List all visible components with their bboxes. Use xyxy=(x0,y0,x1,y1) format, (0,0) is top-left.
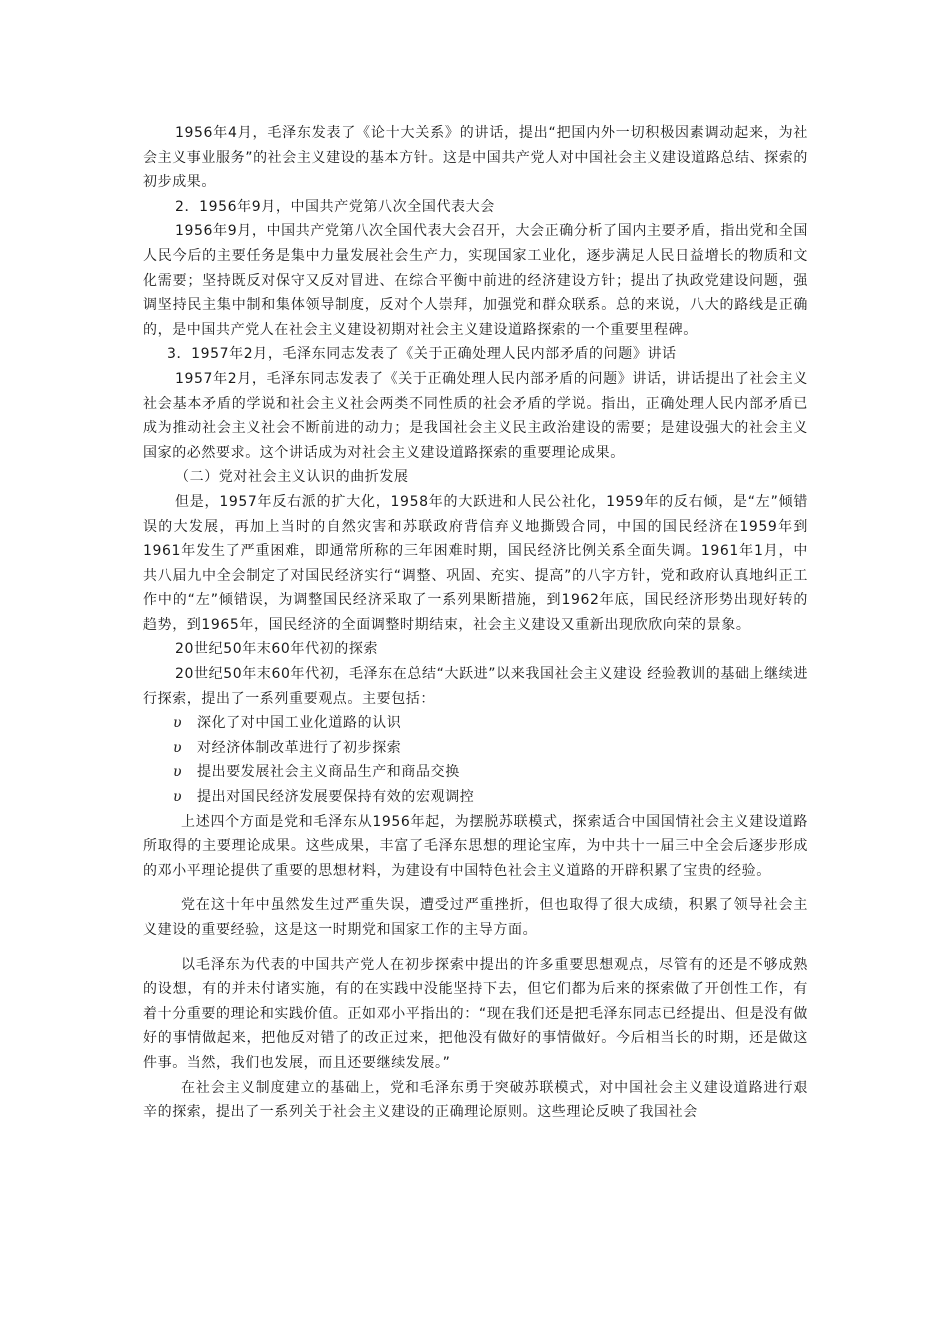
list-item-text: 提出对国民经济发展要保持有效的宏观调控 xyxy=(197,789,475,806)
paragraph-late-50s-exploration: 20世纪50年末60年代初，毛泽东在总结“大跃进”以来我国社会主义建设 经验教训的基础上继续进行探索，提出了一系列重要观点。主要包括： xyxy=(143,666,808,707)
bullet-marker: υ xyxy=(173,739,183,756)
paragraph-breaking-soviet-model: 在社会主义制度建立的基础上，党和毛泽东勇于突破苏联模式，对中国社会主义建设道路进行艰辛的探索，提出了一系列关于社会主义建设的正确理论原则。这些理论反映了我国社会 xyxy=(143,1079,808,1121)
bullet-marker: υ xyxy=(173,789,183,806)
list-item xyxy=(143,736,808,761)
paragraph-ten-years: 党在这十年中虽然发生过严重失误，遭受过严重挫折，但也取得了很大成绩，积累了领导社会主义建设的重要经验，这是这一时期党和国家工作的主导方面。 xyxy=(143,897,808,938)
bullet-list xyxy=(143,711,808,809)
heading-eighth-congress: 2．1956年9月，中国共产党第八次全国代表大会 xyxy=(175,198,495,215)
document-page xyxy=(143,121,808,1125)
list-item-text: 对经济体制改革进行了初步探索 xyxy=(197,739,402,756)
bullet-marker: υ xyxy=(173,715,183,732)
paragraph-tortuous-development: 但是，1957年反右派的扩大化，1958年的大跃进和人民公社化，1959年的反右倾，是“左”倾错误的大发展，再加上当时的自然灾害和苏联政府背信弃义地撕毁合同，中国的国民经济在1959年到1961年发生了严重困难，即通常所称的三年困难时期，国民经济比例关系全面失调。1961年1月，中共八届九中全会制定了对国民经济实行“调整、巩固、充实、提高”的八字方针，党和政府认真地纠正工作中的“左”倾错误，为调整国民经济采取了一系列果断措施，到1962年底，国民经济形势出现好转的趋势，到1965年，国民经济的全面调整时期结束，社会主义建设又重新出现欣欣向荣的景象。 xyxy=(143,493,808,633)
paragraph-initial-exploration: 以毛泽东为代表的中国共产党人在初步探索中提出的许多重要思想观点，尽管有的还是不够成熟的设想，有的并未付诸实施，有的在实践中没能坚持下去，但它们都为后来的探索做了开创性工作，有着十分重要的理论和实践价值。正如邓小平指出的：“现在我们还是把毛泽东同志已经提出、但是没有做好的事情做起来，把他反对错了的改正过来，把他没有做好的事情做好。今后相当长的时期，还是做这件事。当然，我们也发展，而且还要继续发展。” xyxy=(143,956,808,1071)
paragraph-contradictions-speech: 1957年2月，毛泽东同志发表了《关于正确处理人民内部矛盾的问题》讲话，讲话提出了社会主义社会基本矛盾的学说和社会主义社会两类不同性质的社会矛盾的学说。指出，正确处理人民内部矛盾已成为推动社会主义社会不断前进的动力；是我国社会主义民主政治建设的需要；是建设强大的社会主义国家的必然要求。这个讲话成为对社会主义建设道路探索的重要理论成果。 xyxy=(143,370,808,461)
section-heading-tortuous-development: （二）党对社会主义认识的曲折发展 xyxy=(175,469,409,486)
list-item xyxy=(143,760,808,785)
paragraph-eighth-congress: 1956年9月，中国共产党第八次全国代表大会召开，大会正确分析了国内主要矛盾，指出党和全国人民今后的主要任务是集中力量发展社会生产力，实现国家工业化，逐步满足人民日益增长的物质和文化需要；坚持既反对保守又反对冒进、在综合平衡中前进的经济建设方针；提出了执政党建设问题，强调坚持民主集中制和集体领导制度，反对个人崇拜，加强党和群众联系。总的来说，八大的路线是正确的，是中国共产党人在社会主义建设初期对社会主义建设道路探索的一个重要里程碑。 xyxy=(143,223,808,338)
paragraph-ten-relations: 1956年4月，毛泽东发表了《论十大关系》的讲话，提出“把国内外一切积极因素调动起来，为社会主义事业服务”的社会主义建设的基本方针。这是中国共产党人对中国社会主义建设道路总结、探索的初步成果。 xyxy=(143,125,808,191)
heading-contradictions-speech: 3．1957年2月，毛泽东同志发表了《关于正确处理人民内部矛盾的问题》讲话 xyxy=(167,346,677,363)
list-item-text: 深化了对中国工业化道路的认识 xyxy=(197,715,402,732)
paragraph-four-aspects: 上述四个方面是党和毛泽东从1956年起，为摆脱苏联模式，探索适合中国国情社会主义建设道路所取得的主要理论成果。这些成果，丰富了毛泽东思想的理论宝库，为中共十一届三中全会后逐步形成的邓小平理论提供了重要的思想材料，为建设有中国特色社会主义道路的开辟积累了宝贵的经验。 xyxy=(143,813,808,879)
list-item xyxy=(143,711,808,736)
bullet-marker: υ xyxy=(173,764,183,781)
list-item xyxy=(143,785,808,810)
heading-late-50s-exploration: 20世纪50年末60年代初的探索 xyxy=(175,641,379,658)
list-item-text: 提出要发展社会主义商品生产和商品交换 xyxy=(197,764,460,781)
